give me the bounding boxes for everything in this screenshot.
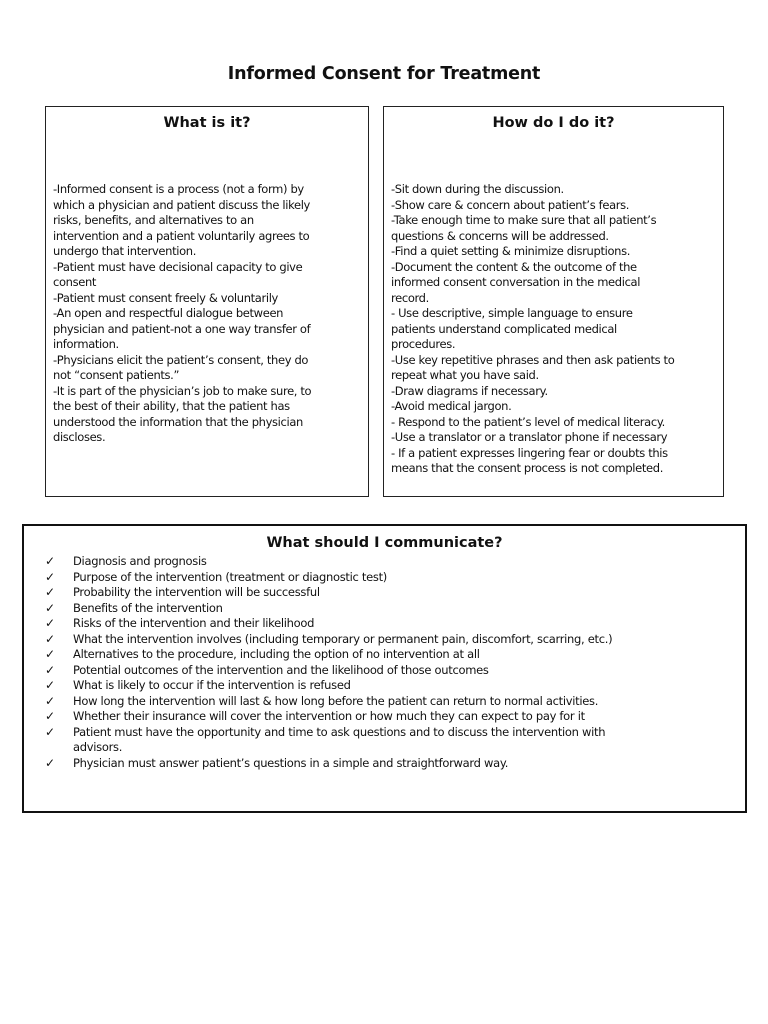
checklist-item-text — [73, 647, 745, 663]
how-do-i-do-it-line: -Sit down during the discussion. — [391, 182, 564, 196]
what-is-it-line: not “consent patients.” — [53, 368, 180, 382]
how-do-i-do-it-line: -Document the content & the outcome of the — [391, 259, 637, 274]
what-is-it-line: physician and patient-not a one way transfer of — [53, 321, 311, 336]
what-is-it-line: information. — [53, 337, 119, 351]
checklist-item-line: Patient must have the opportunity and time to ask questions and to discuss the intervention with — [73, 724, 606, 739]
how-do-i-do-it-line: -Use key repetitive phrases and then ask patients to — [391, 352, 675, 367]
checklist-item-line: Physician must answer patient’s questions in a simple and straightforward way. — [73, 755, 509, 770]
checklist-item-line: Purpose of the intervention (treatment or diagnostic test) — [73, 569, 387, 584]
checklist-item — [24, 601, 745, 617]
what-is-it-line: understood the information that the physician — [53, 414, 303, 429]
what-is-it-line: which a physician and patient discuss the likely — [53, 197, 310, 212]
checklist-item-line: advisors. — [73, 740, 123, 754]
checkmark-icon: ✓ — [45, 585, 55, 599]
checklist-item-line: Diagnosis and prognosis — [73, 554, 207, 568]
how-do-i-do-it-line: patients understand complicated medical — [391, 321, 617, 336]
how-do-i-do-it-line: record. — [391, 290, 429, 305]
checklist-item — [24, 585, 745, 601]
checklist-item — [24, 554, 745, 570]
what-is-it-box — [45, 106, 369, 497]
what-is-it-line: -Patient must consent freely & voluntarily — [53, 290, 279, 305]
checklist-item-text — [73, 663, 745, 679]
how-do-i-do-it-line: - Use descriptive, simple language to ensure — [391, 306, 633, 320]
checkmark-icon: ✓ — [45, 631, 55, 646]
how-do-i-do-it-line: -Find a quiet setting & minimize disruptions. — [391, 244, 631, 258]
checklist-item — [24, 756, 745, 772]
checklist-item-line: Alternatives to the procedure, including the option of no intervention at all — [73, 647, 480, 661]
checklist-item — [24, 647, 745, 663]
what-is-it-line: undergo that intervention. — [53, 244, 197, 258]
how-do-i-do-it-box — [383, 106, 724, 497]
checklist-item — [24, 694, 745, 710]
checklist-item-line: Risks of the intervention and their likelihood — [73, 616, 315, 630]
how-do-i-do-it-line: -Show care & concern about patient’s fears. — [391, 197, 630, 212]
checklist-item-line: Benefits of the intervention — [73, 600, 223, 615]
how-do-i-do-it-line: -Use a translator or a translator phone if necessary — [391, 430, 668, 444]
what-is-it-line: discloses. — [53, 430, 106, 444]
checklist-item-text — [73, 632, 745, 648]
how-do-i-do-it-text — [391, 182, 674, 477]
how-do-i-do-it-line: questions & concerns will be addressed. — [391, 228, 609, 243]
what-is-it-line: intervention and a patient voluntarily agrees to — [53, 228, 310, 243]
how-do-i-do-it-line: -Avoid medical jargon. — [391, 399, 512, 413]
how-do-i-do-it-line: procedures. — [391, 337, 456, 351]
what-is-it-line: risks, benefits, and alternatives to an — [53, 213, 254, 227]
how-do-i-do-it-heading: How do I do it? — [492, 115, 615, 131]
checklist-item — [24, 663, 745, 679]
checkmark-icon: ✓ — [45, 724, 55, 739]
checkmark-icon: ✓ — [45, 755, 55, 770]
how-do-i-do-it-line: - If a patient expresses lingering fear or doubts this — [391, 445, 668, 460]
checklist-item-text — [73, 585, 745, 601]
checklist-item-text — [73, 554, 745, 570]
what-is-it-line: -Informed consent is a process (not a form) by — [53, 182, 304, 196]
communicate-checklist — [24, 554, 745, 771]
checklist-item-line: What is likely to occur if the intervention is refused — [73, 678, 351, 692]
checklist-item-text — [73, 756, 745, 772]
checklist-item-text — [73, 601, 745, 617]
checklist-item-line: Whether their insurance will cover the intervention or how much they can expect to pay for it — [73, 709, 585, 723]
checklist-item — [24, 709, 745, 725]
checkmark-icon: ✓ — [45, 616, 55, 630]
what-is-it-line: -It is part of the physician’s job to make sure, to — [53, 383, 312, 398]
checklist-item-text — [73, 694, 745, 710]
how-do-i-do-it-line: informed consent conversation in the medical — [391, 275, 641, 289]
checklist-item-line: What the intervention involves (including temporary or permanent pain, discomfort, scarring, etc.) — [73, 631, 613, 646]
checkmark-icon: ✓ — [45, 600, 55, 615]
checkmark-icon: ✓ — [45, 662, 55, 677]
how-do-i-do-it-line: means that the consent process is not completed. — [391, 461, 664, 475]
checklist-item — [24, 616, 745, 632]
what-is-it-line: the best of their ability, that the patient has — [53, 399, 290, 413]
checklist-item — [24, 678, 745, 694]
checklist-item — [24, 570, 745, 586]
checklist-item-text — [73, 616, 745, 632]
what-is-it-text — [53, 182, 311, 446]
what-should-i-communicate-box — [22, 524, 747, 813]
what-is-it-heading: What is it? — [163, 115, 251, 131]
checkmark-icon: ✓ — [45, 554, 55, 568]
checklist-item-line: Potential outcomes of the intervention and the likelihood of those outcomes — [73, 662, 489, 677]
how-do-i-do-it-line: repeat what you have said. — [391, 368, 539, 382]
checklist-item — [24, 632, 745, 648]
checkmark-icon: ✓ — [45, 569, 55, 584]
page-title: Informed Consent for Treatment — [227, 64, 541, 84]
checklist-item-text — [73, 570, 745, 586]
checkmark-icon: ✓ — [45, 693, 55, 708]
checkmark-icon: ✓ — [45, 647, 55, 661]
checklist-item-text — [73, 709, 745, 725]
checklist-item-line: How long the intervention will last & how long before the patient can return to normal activities. — [73, 693, 599, 708]
checklist-item — [24, 725, 745, 756]
checkmark-icon: ✓ — [45, 709, 55, 723]
how-do-i-do-it-line: -Draw diagrams if necessary. — [391, 383, 548, 398]
checklist-item-text — [73, 725, 745, 756]
what-is-it-line: -An open and respectful dialogue between — [53, 306, 284, 320]
what-is-it-line: -Patient must have decisional capacity to give — [53, 259, 303, 274]
checklist-item-text — [73, 678, 745, 694]
what-is-it-line: -Physicians elicit the patient’s consent, they do — [53, 352, 309, 367]
checkmark-icon: ✓ — [45, 678, 55, 692]
how-do-i-do-it-line: - Respond to the patient’s level of medical literacy. — [391, 414, 665, 429]
how-do-i-do-it-line: -Take enough time to make sure that all patient’s — [391, 213, 657, 227]
checklist-item-line: Probability the intervention will be successful — [73, 585, 320, 599]
what-should-i-communicate-heading: What should I communicate? — [266, 535, 503, 551]
what-is-it-line: consent — [53, 275, 97, 289]
